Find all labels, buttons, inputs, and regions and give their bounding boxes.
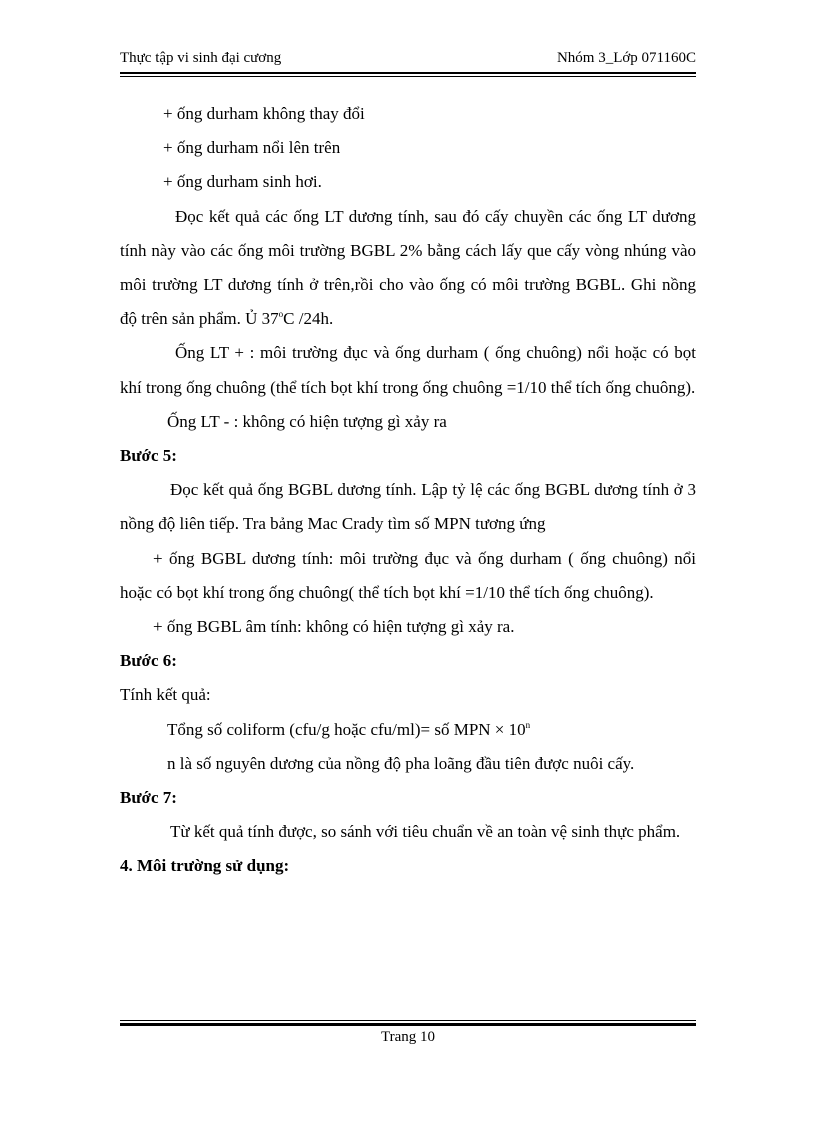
bullet-durham-gas: + ống durham sinh hơi.	[163, 172, 322, 192]
heading-step-7: Bước 7:	[120, 788, 177, 808]
header-rule-thin	[120, 76, 696, 77]
paragraph-compare-standard: Từ kết quả tính được, so sánh với tiêu chuẩn về an toàn vệ sinh thực phẩm.	[170, 822, 681, 842]
heading-step-6: Bước 6:	[120, 651, 177, 671]
paragraph-bgbl-read: Đọc kết quả ống BGBL dương tính. Lập tỷ lệ các ống BGBL dương tính ở 3 nồng độ liên tiếp. Tra bảng Mac Crady tìm số MPN tương ứng	[120, 480, 696, 534]
bullet-bgbl-positive: + ống BGBL dương tính: môi trường đục và ống durham ( ống chuông) nổi hoặc có bọt khí trong ống chuông( thể tích bọt khí =1/10 thể tích ống chuông).	[120, 548, 696, 602]
paragraph-lt-transfer	[120, 200, 696, 337]
page-body	[120, 97, 696, 884]
paragraph-lt-negative: Ống LT - : không có hiện tượng gì xảy ra	[167, 411, 447, 431]
heading-section-4: 4. Môi trường sử dụng:	[120, 856, 290, 876]
paragraph-n-definition: n là số nguyên dương của nồng độ pha loãng đầu tiên được nuôi cấy.	[167, 753, 635, 773]
degree-superscript: o	[278, 309, 284, 320]
bullet-bgbl-negative: + ống BGBL âm tính: không có hiện tượng gì xảy ra.	[153, 617, 515, 637]
header-rule-thick	[120, 72, 696, 74]
footer-rule-thick	[120, 1023, 696, 1026]
header-course-title: Thực tập vi sinh đại cương	[120, 50, 282, 66]
page-header	[120, 50, 696, 72]
exponent-superscript: n	[525, 719, 531, 730]
header-group-class: Nhóm 3_Lớp 071160C	[556, 50, 696, 66]
formula-text: Tổng số coliform (cfu/g hoặc cfu/ml)= số MPN × 10	[167, 719, 526, 739]
paragraph-lt-transfer-end: C /24h.	[283, 309, 334, 329]
formula-total-coliform	[120, 713, 696, 747]
bullet-durham-floats: + ống durham nổi lên trên	[163, 138, 341, 158]
bullet-durham-unchanged: + ống durham không thay đổi	[163, 104, 365, 123]
footer-rule-thin	[120, 1020, 696, 1021]
paragraph-calc-result: Tính kết quả:	[120, 685, 211, 705]
heading-step-5: Bước 5:	[120, 446, 177, 466]
paragraph-lt-positive: Ống LT + : môi trường đục và ống durham ( ống chuông) nổi hoặc có bọt khí trong ống chuông (thể tích bọt khí trong ống chuông =1/10 thể tích ống chuông).	[120, 343, 696, 397]
page-number: Trang 10	[380, 1029, 436, 1045]
paragraph-lt-transfer-text: Đọc kết quả các ống LT dương tính, sau đó cấy chuyền các ống LT dương tính này vào các ống môi trường BGBL 2% bằng cách lấy que cấy vòng nhúng vào môi trường LT dương tính ở trên,rồi cho vào ống có môi trường BGBL. Ghi nồng độ trên sản phẩm. Ủ 37	[120, 206, 696, 329]
